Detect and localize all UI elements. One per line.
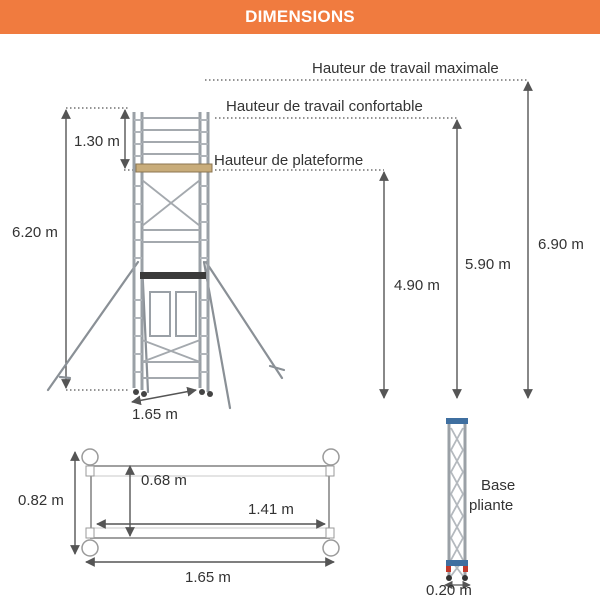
folding-base-label-line2: pliante	[469, 497, 514, 514]
tower-base-width-value: 1.65 m	[132, 406, 178, 423]
max-height-value: 6.90 m	[538, 236, 584, 253]
tower-total-height-value: 6.20 m	[12, 224, 58, 241]
folding-base-width-value: 0.20 m	[426, 582, 472, 599]
tower-top-section-value: 1.30 m	[74, 133, 120, 150]
plan-depth-value: 0.82 m	[18, 492, 64, 509]
plan-inner-length-value: 1.41 m	[248, 501, 294, 518]
plan-inner-depth-value: 0.68 m	[141, 472, 187, 489]
comfort-working-height-label: Hauteur de travail confortable	[226, 98, 423, 115]
tower-dimensions	[66, 108, 196, 402]
platform-height-label: Hauteur de plateforme	[214, 152, 364, 169]
max-working-height-label: Hauteur de travail maximale	[312, 60, 499, 77]
folding-base-label-line1: Base	[481, 477, 516, 494]
folding-base-illustration	[445, 418, 470, 585]
comfort-height-value: 5.90 m	[465, 256, 511, 273]
platform-height-value: 4.90 m	[394, 277, 440, 294]
base-width-arrow	[132, 390, 196, 402]
plan-length-value: 1.65 m	[185, 569, 231, 586]
header-title: DIMENSIONS	[245, 7, 355, 26]
height-indicators	[205, 80, 528, 398]
base-plan-diagram	[75, 449, 339, 562]
